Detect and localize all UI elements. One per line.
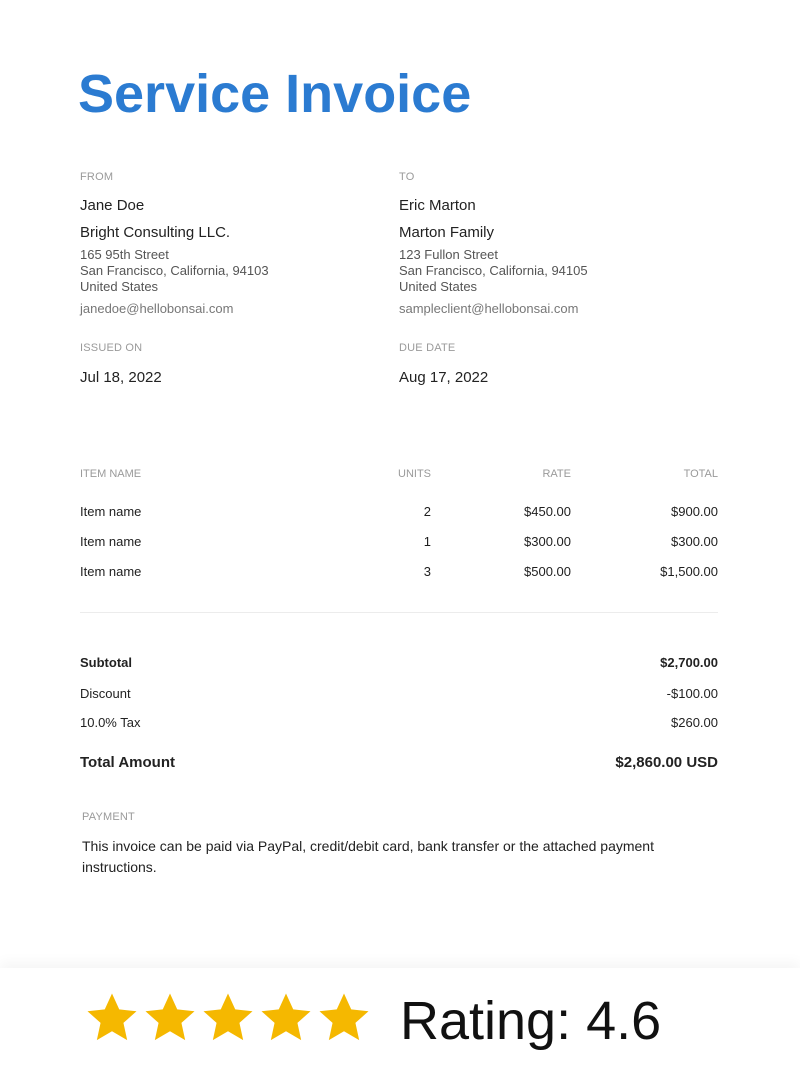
- tax-value: $260.00: [671, 715, 718, 730]
- to-section: [399, 171, 699, 316]
- divider: [80, 612, 718, 613]
- tax-row: [80, 715, 718, 730]
- item-rate: $500.00: [524, 564, 571, 579]
- rating-footer: [0, 968, 800, 1080]
- discount-row: [80, 686, 718, 701]
- table-row: [80, 534, 718, 564]
- discount-value: -$100.00: [666, 686, 718, 701]
- header-units: UNITS: [398, 468, 431, 480]
- to-company: Marton Family: [399, 224, 495, 241]
- item-name: Item name: [80, 504, 142, 519]
- discount-label: Discount: [80, 686, 131, 701]
- total-label: Total Amount: [80, 754, 175, 771]
- star-icon: [84, 990, 140, 1046]
- item-total: $1,500.00: [660, 564, 718, 579]
- table-row: [80, 504, 718, 534]
- due-date: Aug 17, 2022: [399, 369, 489, 386]
- from-company: Bright Consulting LLC.: [80, 224, 231, 241]
- from-address: [80, 247, 380, 295]
- to-address: [399, 247, 699, 295]
- item-name: Item name: [80, 534, 142, 549]
- to-address-line: 123 Fullon Street: [399, 247, 499, 262]
- rating-stars: [84, 990, 372, 1056]
- from-address-line: 165 95th Street: [80, 247, 169, 262]
- from-address-line: San Francisco, California, 94103: [80, 263, 269, 278]
- header-item-name: ITEM NAME: [80, 468, 142, 480]
- due-label: DUE DATE: [399, 342, 456, 354]
- star-icon: [142, 990, 198, 1046]
- item-rate: $450.00: [524, 504, 571, 519]
- due-section: [399, 342, 699, 386]
- from-name: Jane Doe: [80, 197, 145, 214]
- item-rate: $300.00: [524, 534, 571, 549]
- from-email: janedoe@hellobonsai.com: [80, 301, 234, 316]
- item-units: 3: [423, 564, 431, 579]
- from-address-line: United States: [80, 279, 159, 294]
- to-name: Eric Marton: [399, 197, 476, 214]
- from-section: [80, 171, 380, 316]
- header-total: TOTAL: [683, 468, 718, 480]
- header-rate: RATE: [542, 468, 571, 480]
- items-table: [80, 468, 718, 594]
- issued-label: ISSUED ON: [80, 342, 143, 354]
- issued-section: [80, 342, 380, 386]
- invoice-title: Service Invoice: [78, 64, 472, 124]
- table-header: [80, 468, 718, 504]
- payment-label: PAYMENT: [82, 811, 135, 823]
- subtotal-label: Subtotal: [80, 655, 132, 670]
- rating-text: Rating: 4.6: [400, 991, 662, 1051]
- from-label: FROM: [80, 171, 114, 183]
- to-email: sampleclient@hellobonsai.com: [399, 301, 579, 316]
- item-name: Item name: [80, 564, 142, 579]
- to-address-line: United States: [399, 279, 478, 294]
- to-address-line: San Francisco, California, 94105: [399, 263, 588, 278]
- tax-label: 10.0% Tax: [80, 715, 141, 730]
- item-total: $300.00: [671, 534, 718, 549]
- item-units: 1: [423, 534, 431, 549]
- table-row: [80, 564, 718, 594]
- issued-date: Jul 18, 2022: [80, 369, 162, 386]
- total-value: $2,860.00 USD: [615, 754, 718, 771]
- total-row: [80, 754, 718, 771]
- to-label: TO: [399, 171, 415, 183]
- star-icon: [200, 990, 256, 1046]
- item-units: 2: [423, 504, 431, 519]
- payment-text: This invoice can be paid via PayPal, credit/debit card, bank transfer or the attached payment instructions.: [82, 838, 654, 875]
- subtotal-row: [80, 655, 718, 670]
- star-icon: [258, 990, 314, 1046]
- subtotal-value: $2,700.00: [660, 655, 718, 670]
- star-icon: [316, 990, 372, 1046]
- item-total: $900.00: [671, 504, 718, 519]
